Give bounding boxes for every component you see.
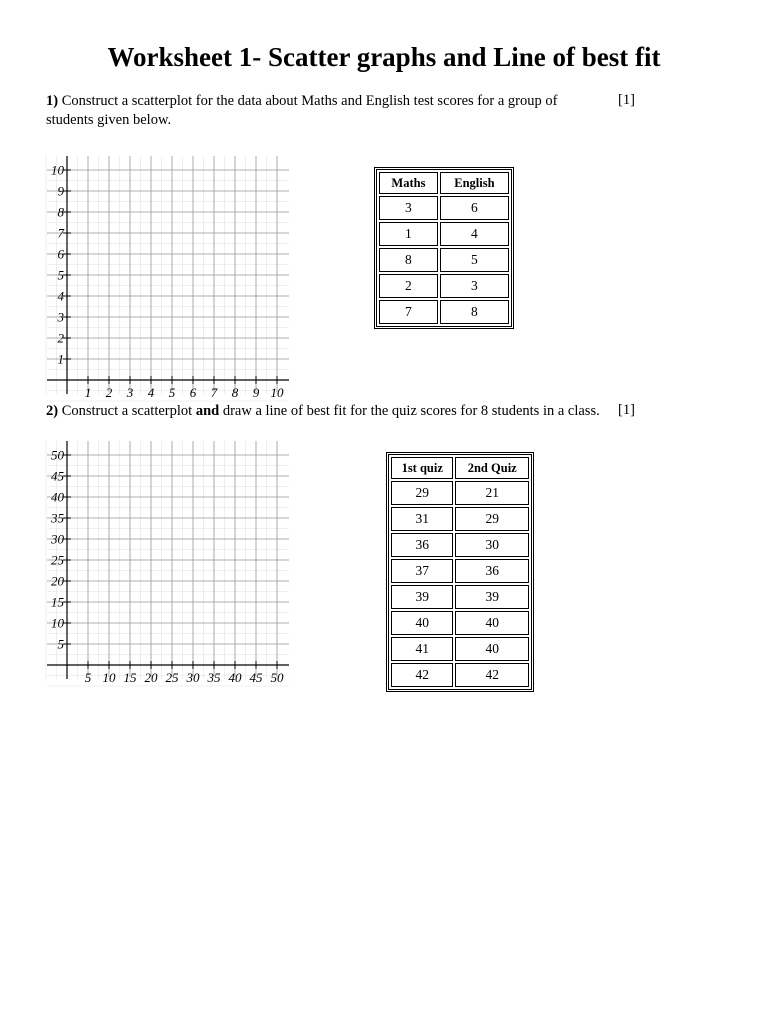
x-tick-label: 40: [228, 670, 242, 685]
x-tick-label: 6: [189, 385, 197, 400]
table-cell: 8: [379, 248, 438, 272]
table-cell: 5: [440, 248, 509, 272]
table-cell: 39: [455, 585, 529, 609]
x-tick-label: 9: [252, 385, 260, 400]
x-tick-label: 50: [270, 670, 284, 685]
table-row: [379, 274, 509, 298]
table-cell: 6: [440, 196, 509, 220]
table-row: [391, 637, 529, 661]
x-tick-label: 8: [231, 385, 239, 400]
table-header: Maths: [379, 172, 438, 194]
table-cell: 37: [391, 559, 453, 583]
table-cell: 2: [379, 274, 438, 298]
y-tick-label: 20: [51, 573, 64, 589]
x-tick-label: 7: [210, 385, 218, 400]
y-tick-label: 9: [57, 183, 64, 199]
x-tick-label: 25: [165, 670, 179, 685]
table-cell: 29: [391, 481, 453, 505]
table-row: [391, 663, 529, 687]
table-cell: 7: [379, 300, 438, 324]
table-cell: 1: [379, 222, 438, 246]
y-tick-label: 2: [57, 330, 64, 346]
y-tick-label: 30: [51, 531, 64, 547]
question-2-text-a: Construct a scatterplot: [61, 403, 193, 419]
question-2: [46, 402, 606, 421]
y-tick-label: 5: [57, 267, 64, 283]
y-tick-label: 1: [57, 351, 64, 367]
x-tick-label: 1: [84, 385, 92, 400]
table-cell: 21: [455, 481, 529, 505]
y-tick-label: 10: [51, 162, 64, 178]
x-tick-label: 30: [186, 670, 200, 685]
table-row: [391, 507, 529, 531]
table-row: [379, 222, 509, 246]
table-header: 2nd Quiz: [455, 457, 529, 479]
table-cell: 36: [455, 559, 529, 583]
y-tick-label: 8: [57, 204, 64, 220]
y-tick-label: 50: [51, 447, 64, 463]
x-tick-label: 5: [84, 670, 92, 685]
y-tick-label: 5: [57, 636, 64, 652]
table-cell: 41: [391, 637, 453, 661]
y-tick-label: 7: [57, 225, 64, 241]
y-tick-label: 25: [51, 552, 64, 568]
table-cell: 29: [455, 507, 529, 531]
table-header: 1st quiz: [391, 457, 453, 479]
scatter-grid-2[interactable]: [0, 445, 320, 690]
question-2-text-bold: and: [195, 403, 220, 419]
y-tick-label: 6: [57, 246, 64, 262]
scatter-grid-1[interactable]: [0, 160, 320, 405]
question-1-text: Construct a scatterplot for the data about Maths and English test scores for a group of students given below.: [46, 93, 558, 128]
question-1: [46, 92, 606, 130]
major-gridlines: [47, 441, 289, 677]
table-row: [391, 533, 529, 557]
x-tick-label: 10: [270, 385, 284, 400]
y-tick-label: 35: [51, 510, 64, 526]
y-tick-label: 3: [57, 309, 64, 325]
y-tick-label: 10: [51, 615, 64, 631]
question-2-number: 2): [46, 403, 59, 419]
table-row: [391, 559, 529, 583]
x-tick-label: 5: [168, 385, 176, 400]
table-cell: 40: [391, 611, 453, 635]
table-cell: 40: [455, 611, 529, 635]
table-row: [391, 585, 529, 609]
y-tick-label: 15: [51, 594, 64, 610]
table-cell: 3: [440, 274, 509, 298]
table-cell: 42: [391, 663, 453, 687]
worksheet-title: Worksheet 1- Scatter graphs and Line of best fit: [107, 42, 661, 72]
table-header: English: [440, 172, 509, 194]
table-cell: 36: [391, 533, 453, 557]
major-gridlines: [47, 156, 289, 392]
quiz-scores-table: [388, 454, 532, 690]
table-row: [391, 481, 529, 505]
question-1-number: 1): [46, 93, 59, 109]
table-cell: 30: [455, 533, 529, 557]
table-cell: 42: [455, 663, 529, 687]
question-2-text-b: draw a line of best fit for the quiz scores for 8 students in a class.: [222, 403, 600, 419]
table-cell: 3: [379, 196, 438, 220]
y-tick-label: 40: [51, 489, 64, 505]
table-cell: 40: [455, 637, 529, 661]
table-cell: 8: [440, 300, 509, 324]
table-row: [379, 196, 509, 220]
x-tick-label: 2: [105, 385, 113, 400]
x-tick-label: 10: [102, 670, 116, 685]
y-tick-label: 4: [57, 288, 64, 304]
maths-english-table: [376, 169, 512, 327]
x-tick-label: 3: [126, 385, 134, 400]
question-1-mark: [1]: [618, 92, 635, 108]
table-row: [379, 300, 509, 324]
x-tick-label: 20: [144, 670, 158, 685]
minor-gridlines: [46, 441, 289, 686]
x-tick-label: 45: [249, 670, 263, 685]
minor-gridlines: [46, 156, 289, 401]
table-cell: 31: [391, 507, 453, 531]
x-tick-label: 35: [207, 670, 221, 685]
table-cell: 4: [440, 222, 509, 246]
x-tick-label: 4: [147, 385, 155, 400]
question-2-mark: [1]: [618, 402, 635, 418]
x-tick-label: 15: [123, 670, 137, 685]
table-cell: 39: [391, 585, 453, 609]
table-row: [391, 611, 529, 635]
table-row: [379, 248, 509, 272]
y-tick-label: 45: [51, 468, 64, 484]
